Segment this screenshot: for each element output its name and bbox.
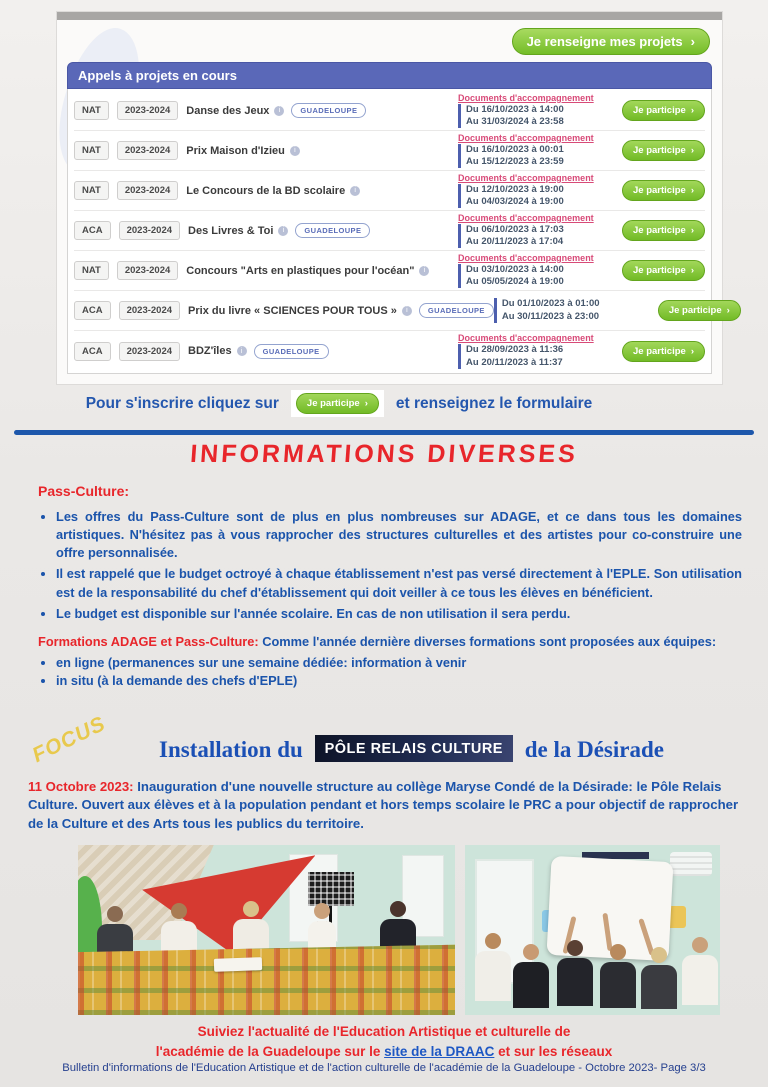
date-from: Du 28/09/2023 à 11:36 [466, 344, 564, 356]
social-callout-line2: l'académie de la Guadeloupe sur le site de la DRAAC et sur les réseaux [155, 1043, 613, 1059]
formations-label: Formations ADAGE et Pass-Culture: [38, 634, 259, 649]
date-from: Du 12/10/2023 à 19:00 [466, 183, 564, 195]
pass-culture-label: Pass-Culture: [38, 483, 130, 499]
je-participe-label: Je participe [633, 265, 686, 276]
je-participe-button[interactable] [622, 100, 705, 121]
table-row [74, 291, 730, 331]
renseigne-projets-label: Je renseigne mes projets [526, 34, 683, 49]
formations-text: Comme l'année dernière diverses formations sont proposées aux équipes: [262, 634, 717, 649]
dates-block [458, 93, 610, 129]
region-badge: GUADELOUPE [291, 103, 366, 118]
date-from: Du 01/10/2023 à 01:00 [501, 298, 600, 310]
social-callout [0, 1022, 768, 1061]
informations-diverses-heading: INFORMATIONS DIVERSES [189, 440, 579, 468]
register-text-after: et renseignez le formulaire [395, 394, 593, 412]
photo-detail-music-stand [308, 872, 354, 906]
chevron-right-icon: › [690, 265, 694, 276]
dates [494, 298, 646, 323]
date-to: Au 15/12/2023 à 23:59 [466, 156, 564, 167]
focus-label: FOCUS [28, 712, 110, 768]
project-title: Danse des Jeux [186, 104, 270, 117]
row-right-zone [458, 133, 705, 169]
info-icon[interactable]: i [350, 186, 360, 196]
bullet-item: • en ligne (permanences sur une semaine dédiée: information à venir [56, 654, 742, 673]
documents-link[interactable]: Documents d'accompagnement [458, 132, 594, 143]
scope-chip: ACA [74, 342, 111, 361]
photo-detail-madras-tablecloth [78, 940, 455, 1015]
photo-signing-ceremony [78, 845, 455, 1015]
dates [458, 144, 610, 169]
focus-paragraph [28, 778, 746, 833]
je-participe-label: Je participe [633, 185, 686, 196]
panel-title: Appels à projets en cours [67, 62, 712, 89]
photo-person [97, 906, 133, 956]
date-to: Au 20/11/2023 à 11:37 [466, 356, 563, 368]
year-chip: 2023-2024 [117, 181, 178, 200]
info-icon[interactable]: i [419, 266, 429, 276]
scope-chip: NAT [74, 141, 109, 160]
chevron-right-icon: › [690, 34, 695, 49]
pole-relais-culture-badge: PÔLE RELAIS CULTURE [315, 735, 513, 762]
scope-chip: NAT [74, 261, 109, 280]
date-from: Du 16/10/2023 à 00:01 [466, 143, 564, 155]
chevron-right-icon: › [690, 145, 694, 156]
table-row [74, 131, 705, 171]
bulletin-footer: Bulletin d'informations de l'Education Artistique et de l'action culturelle de l'académie de la Guadeloupe - Octobre 2023- Page 3/3 [62, 1062, 706, 1074]
documents-link[interactable]: Documents d'accompagnement [458, 92, 594, 103]
date-to: Au 04/03/2024 à 19:00 [466, 196, 564, 207]
documents-link[interactable]: Documents d'accompagnement [458, 252, 594, 263]
photo-detail-signing-paper [214, 957, 262, 972]
adage-screenshot [57, 12, 730, 384]
dates-block [458, 173, 610, 209]
date-to: Au 31/03/2024 à 23:58 [466, 116, 564, 127]
photo-person [233, 901, 269, 951]
year-chip: 2023-2024 [119, 221, 180, 240]
dates [458, 104, 610, 129]
photo-person [557, 940, 593, 1006]
table-row [74, 171, 705, 211]
date-to: Au 20/11/2023 à 17:04 [466, 236, 564, 247]
project-title: Le Concours de la BD scolaire [186, 184, 346, 197]
scope-chip: NAT [74, 181, 109, 200]
year-chip: 2023-2024 [119, 342, 180, 361]
social-callout-line1: Suiviez l'actualité de l'Education Artistique et culturelle de [197, 1024, 571, 1039]
documents-link[interactable]: Documents d'accompagnement [458, 212, 594, 223]
dates [458, 184, 610, 209]
photo-person [308, 903, 336, 953]
chevron-right-icon: › [690, 105, 694, 116]
je-participe-label: Je participe [633, 225, 686, 236]
photo-detail-air-conditioner [670, 852, 712, 876]
photo-plaque-unveiling [465, 845, 720, 1015]
projects-panel [67, 62, 730, 374]
je-participe-label: Je participe [633, 345, 686, 357]
project-title: BDZ'îles [188, 345, 232, 357]
focus-title [0, 735, 768, 763]
date-to: Au 30/11/2023 à 23:00 [501, 310, 600, 322]
info-icon[interactable]: i [290, 146, 300, 156]
je-participe-label: Je participe [668, 305, 722, 316]
dates-block [458, 253, 610, 289]
project-title: Des Livres & Toi [188, 224, 274, 237]
dates-block [458, 213, 610, 249]
year-chip: 2023-2024 [117, 101, 178, 120]
row-right-zone [458, 93, 705, 129]
section-divider [14, 430, 754, 435]
dates-block [458, 133, 610, 169]
region-badge: GUADELOUPE [295, 223, 370, 238]
formations-section [38, 633, 742, 691]
photo-person [475, 933, 511, 1001]
info-icon[interactable]: i [278, 226, 288, 236]
photo-person [161, 903, 197, 953]
pass-culture-bold: Pass-Culture [150, 509, 230, 524]
photo-person [600, 944, 636, 1008]
row-right-zone [458, 333, 705, 369]
scope-chip: NAT [74, 101, 109, 120]
row-right-zone [458, 213, 705, 249]
je-participe-button[interactable] [622, 260, 705, 281]
je-participe-sample-button [296, 393, 379, 414]
photo-person [641, 947, 677, 1009]
table-row [74, 91, 705, 131]
chevron-right-icon: › [690, 185, 694, 196]
je-participe-sample-label: Je participe [306, 398, 360, 409]
date-from: Du 06/10/2023 à 17:03 [466, 223, 564, 235]
register-text-before: Pour s'inscrire cliquez sur [85, 394, 279, 412]
draac-site-link[interactable]: site de la DRAAC [384, 1043, 495, 1059]
register-instruction [0, 390, 723, 417]
year-chip: 2023-2024 [117, 141, 178, 160]
documents-link[interactable]: Documents d'accompagnement [458, 333, 594, 344]
date-from: Du 03/10/2023 à 14:00 [466, 263, 564, 275]
project-title: Prix du livre « SCIENCES POUR TOUS » [188, 304, 397, 317]
year-chip: 2023-2024 [119, 301, 180, 320]
date-from: Du 16/10/2023 à 14:00 [466, 103, 564, 115]
je-participe-button[interactable] [658, 300, 741, 321]
dates-block [458, 333, 610, 369]
je-participe-label: Je participe [633, 145, 686, 156]
documents-link[interactable]: Documents d'accompagnement [458, 172, 594, 183]
info-icon[interactable]: i [274, 106, 284, 116]
year-chip: 2023-2024 [117, 261, 178, 280]
project-title: Prix Maison d'Izieu [186, 144, 285, 157]
bullet-item: • Il est rappelé que le budget octroyé à chaque établissement n'est pas versé directement à l'EPLE. Son utilisation est de la responsabilité du chef d'établissement qui doit veiller à ce tous les élèves en bénéficient. [56, 565, 742, 601]
je-participe-button[interactable] [622, 341, 705, 362]
dates [458, 264, 610, 289]
region-badge: GUADELOUPE [419, 303, 494, 318]
je-participe-button[interactable] [622, 180, 705, 201]
row-right-zone [458, 173, 705, 209]
project-title: Concours "Arts en plastiques pour l'océan" [186, 264, 415, 277]
info-icon[interactable]: i [237, 346, 247, 356]
je-participe-sample-chip [291, 390, 384, 417]
chevron-right-icon: › [690, 225, 694, 236]
dates [458, 224, 610, 249]
chevron-right-icon: › [364, 398, 368, 409]
bullet-item: • Le budget est disponible sur l'année scolaire. En cas de non utilisation il sera perdu. [56, 605, 742, 623]
photo-person [682, 937, 718, 1005]
row-right-zone [494, 298, 741, 323]
pass-culture-bullets [38, 508, 742, 626]
chevron-right-icon: › [690, 345, 694, 357]
focus-title-pre: Installation du [159, 737, 303, 762]
region-badge: GUADELOUPE [254, 344, 329, 359]
focus-date-label: 11 Octobre 2023: [28, 779, 134, 794]
bullet-item: • in situ (à la demande des chefs d'EPLE) [56, 672, 742, 691]
je-participe-button[interactable] [622, 140, 705, 161]
projects-table-body [67, 89, 730, 374]
scope-chip: ACA [74, 221, 111, 240]
focus-title-post: de la Désirade [524, 737, 664, 762]
table-row [74, 251, 705, 291]
table-row [74, 331, 705, 371]
photo-person [513, 944, 549, 1008]
date-to: Au 05/05/2024 à 19:00 [466, 276, 564, 287]
focus-paragraph-text: Inauguration d'une nouvelle structure au collège Maryse Condé de la Désirade: le Pôle Relais Culture. Ouvert aux élèves et à la population pendant et hors temps scolaire le PRC a pour objectif de rapprocher de la Culture et des Arts tous les publics du territoire. [28, 779, 739, 831]
bullet-item: • Les offres du Pass-Culture sont de plus en plus nombreuses sur ADAGE, et ce dans tous les domaines artistiques. N'hésitez pas à vous rapprocher des structures culturelles et des artistes pour co-construire une offre personnalisée. [56, 508, 742, 562]
scope-chip: ACA [74, 301, 111, 320]
table-row [74, 211, 705, 251]
je-participe-label: Je participe [633, 105, 686, 116]
photo-person [380, 901, 416, 951]
dates-block [494, 298, 646, 323]
chevron-right-icon: › [726, 305, 730, 316]
info-icon[interactable]: i [402, 306, 412, 316]
je-participe-button[interactable] [622, 220, 705, 241]
row-right-zone [458, 253, 705, 289]
renseigne-projets-button[interactable] [512, 28, 710, 55]
dates [458, 344, 610, 369]
screenshot-top-bar [57, 12, 722, 20]
